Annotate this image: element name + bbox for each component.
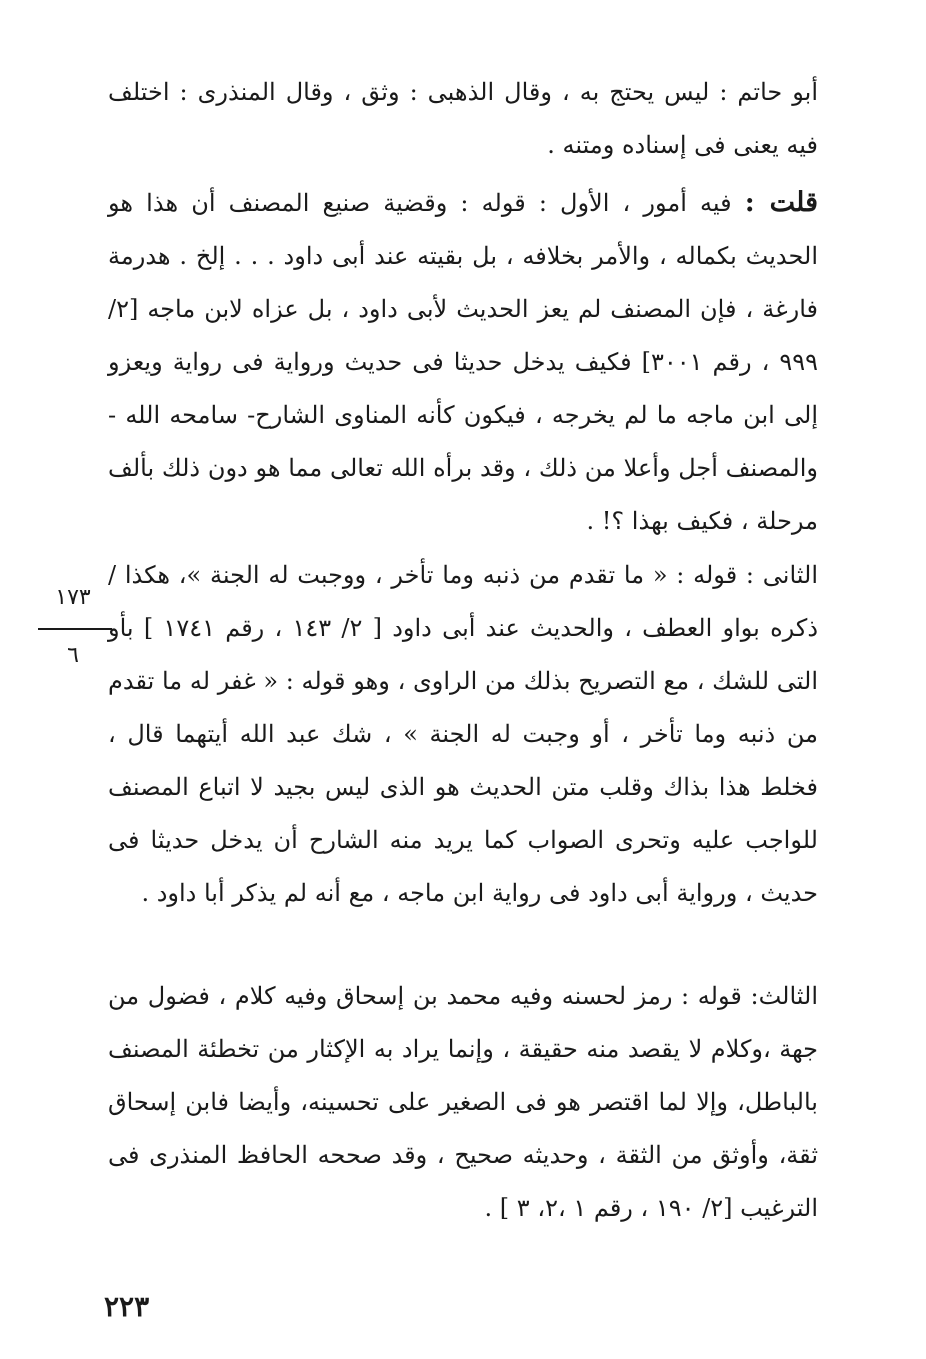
paragraph-3 xyxy=(108,549,818,920)
paragraph-2-content xyxy=(108,176,818,548)
paragraph-4-text: الثالث: قوله : رمز لحسنه وفيه محمد بن إسحاق وفيه كلام ، فضول من جهة ،وكلام لا يقصد منه حقيقة ، وإنما يراد به الإكثار من تخطئة المصنف بالباطل، وإلا لما اقتصر هو فى الصغير على تحسينه، وأيضا فابن إسحاق ثقة، وأوثق من الثقة ، وحديثه صحيح ، وقد صححه الحافظ المنذرى فى الترغيب [٢/ ١٩٠ ، رقم ١ ،٢، ٣ ] . xyxy=(108,982,818,1222)
paragraph-2-lead: قلت : xyxy=(744,187,818,218)
margin-folio-number: ١٧٣ xyxy=(55,585,91,610)
paragraph-1 xyxy=(108,66,818,172)
paragraph-2-body: فيه أمور ، الأول : قوله : وقضية صنيع المصنف أن هذا هو الحديث بكماله ، والأمر بخلافه ، بل بقيته عند أبى داود . . . إلخ . هدرمة فارغة ، فإن المصنف لم يعز الحديث لأبى داود ، بل عزاه لابن ماجه [٢/ ٩٩٩ ، رقم ٣٠٠١] فكيف يدخل حديثا فى حديث ورواية فى رواية ويعزو إلى ابن ماجه ما لم يخرجه ، فيكون كأنه المناوى الشارح- سامحه الله - والمصنف أجل وأعلا من ذلك ، وقد برأه الله تعالى مما هو دون ذلك بألف مرحلة ، فكيف بهذا ؟! . xyxy=(108,189,819,535)
paragraph-3-text: الثانى : قوله : « ما تقدم من ذنبه وما تأخر ، ووجبت له الجنة »، هكذا / ذكره بواو العطف ، والحديث عند أبى داود [ ٢/ ١٤٣ ، رقم ١٧٤١ ] بأو التى للشك ، مع التصريح بذلك من الراوى ، وهو قوله : « غفر له ما تقدم من ذنبه وما تأخر ، أو وجبت له الجنة » ، شك عبد الله أيتهما قال ، فخلط هذا بذاك وقلب متن الحديث هو الذى ليس بجيد لا اتباع المصنف للواجب عليه وتحرى الصواب كما يريد منه الشارح أن يدخل حديثا فى حديث ، ورواية أبى داود فى رواية ابن ماجه ، مع أنه لم يذكر أبا داود . xyxy=(108,561,819,907)
margin-volume-number: ٦ xyxy=(67,643,79,668)
paragraph-1-text: أبو حاتم : ليس يحتج به ، وقال الذهبى : وثق ، وقال المنذرى : اختلف فيه يعنى فى إسناده ومتنه . xyxy=(108,78,818,159)
paragraph-2 xyxy=(108,176,818,548)
page-number: ٢٢٣ xyxy=(104,1290,150,1323)
margin-divider xyxy=(38,628,112,630)
paragraph-4 xyxy=(108,970,818,1235)
